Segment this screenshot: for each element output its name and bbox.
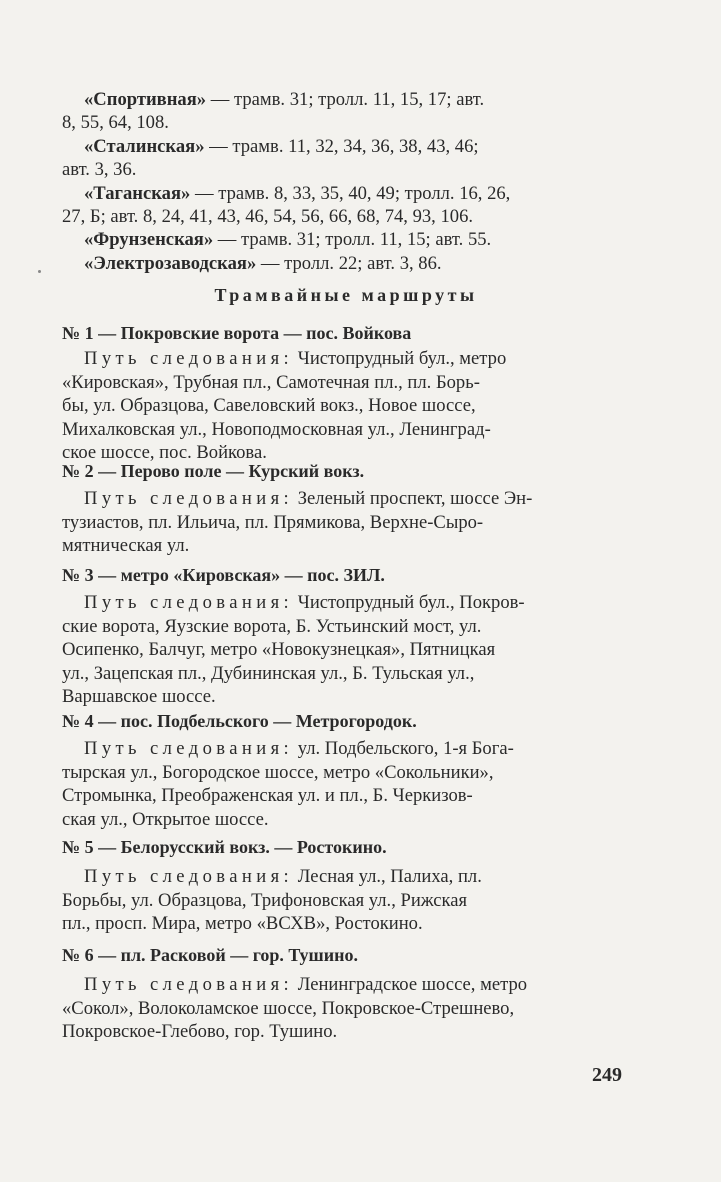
route-3-header: № 3 — метро «Кировская» — пос. ЗИЛ. (62, 565, 385, 585)
route-1-line-4: ское шоссе, пос. Войкова. (62, 442, 267, 464)
station-1-line1: «Сталинская» — трамв. 11, 32, 34, 36, 38, 43, 46; (84, 135, 479, 157)
route-6-line-2: Покровское-Глебово, гор. Тушино. (62, 1021, 338, 1043)
route-4-header: № 4 — пос. Подбельского — Метрогородок. (62, 711, 417, 731)
route-6 (62, 944, 630, 1044)
route-4 (62, 710, 630, 831)
route-2-line-0: Путь следования: Зеленый проспект, шоссе Эн- (84, 488, 533, 510)
route-2-line-1: тузиастов, пл. Ильича, пл. Прямикова, Верхне-Сыро- (62, 511, 484, 533)
station-2-line2: 27, Б; авт. 8, 24, 41, 43, 46, 54, 56, 66, 68, 74, 93, 106. (62, 206, 474, 228)
station-4-line1: «Электрозаводская» — тролл. 22; авт. 3, 86. (84, 252, 442, 274)
station-list (62, 88, 630, 275)
route-2 (62, 460, 630, 558)
route-1-line-2: бы, ул. Образцова, Савеловский вокз., Новое шоссе, (62, 395, 476, 417)
route-6-line-0: Путь следования: Ленинградское шоссе, метро (84, 974, 528, 996)
route-1-line-1: «Кировская», Трубная пл., Самотечная пл., пл. Борь- (62, 371, 480, 393)
section-title: Трамвайные маршруты (214, 285, 478, 305)
route-1-line-3: Михалковская ул., Новоподмосковная ул., Ленинград- (62, 418, 491, 440)
route-5-line-0: Путь следования: Лесная ул., Палиха, пл. (84, 866, 482, 888)
route-5 (62, 836, 630, 936)
route-3-line-4: Варшавское шоссе. (62, 686, 216, 708)
route-4-line-3: ская ул., Открытое шоссе. (62, 808, 269, 830)
route-1-line-0: Путь следования: Чистопрудный бул., метро (84, 348, 507, 370)
route-4-line-0: Путь следования: ул. Подбельского, 1-я Бога- (84, 738, 514, 760)
print-speck (38, 270, 41, 273)
route-3-line-2: Осипенко, Балчуг, метро «Новокузнецкая», Пятницкая (62, 639, 496, 661)
station-1-line2: авт. 3, 36. (62, 159, 137, 181)
route-6-header: № 6 — пл. Расковой — гор. Тушино. (62, 945, 358, 965)
route-5-line-2: пл., просп. Мира, метро «ВСХВ», Ростокино. (62, 913, 423, 935)
route-1-header: № 1 — Покровские ворота — пос. Войкова (62, 323, 412, 343)
route-3-line-0: Путь следования: Чистопрудный бул., Покров- (84, 592, 525, 614)
page-number: 249 (592, 1064, 622, 1086)
route-5-header: № 5 — Белорусский вокз. — Ростокино. (62, 837, 387, 857)
route-3 (62, 564, 630, 708)
route-5-line-1: Борьбы, ул. Образцова, Трифоновская ул., Рижская (62, 889, 468, 911)
route-2-line-2: мятническая ул. (62, 535, 190, 557)
station-0-line1: «Спортивная» — трамв. 31; тролл. 11, 15, 17; авт. (84, 89, 485, 110)
route-4-line-1: тырская ул., Богородское шоссе, метро «Сокольники», (62, 761, 494, 783)
route-2-header: № 2 — Перово поле — Курский вокз. (62, 461, 365, 481)
station-3-line1: «Фрунзенская» — трамв. 31; тролл. 11, 15; авт. 55. (84, 229, 492, 251)
station-0-line2: 8, 55, 64, 108. (62, 112, 169, 134)
route-3-line-1: ские ворота, Яузские ворота, Б. Устьинский мост, ул. (62, 615, 482, 637)
route-1 (62, 322, 630, 464)
route-4-line-2: Стромынка, Преображенская ул. и пл., Б. Черкизов- (62, 785, 473, 807)
station-2-line1: «Таганская» — трамв. 8, 33, 35, 40, 49; тролл. 16, 26, (84, 182, 511, 204)
route-6-line-1: «Сокол», Волоколамское шоссе, Покровское-Стрешнево, (62, 997, 515, 1019)
route-3-line-3: ул., Зацепская пл., Дубининская ул., Б. Тульская ул., (62, 662, 475, 684)
